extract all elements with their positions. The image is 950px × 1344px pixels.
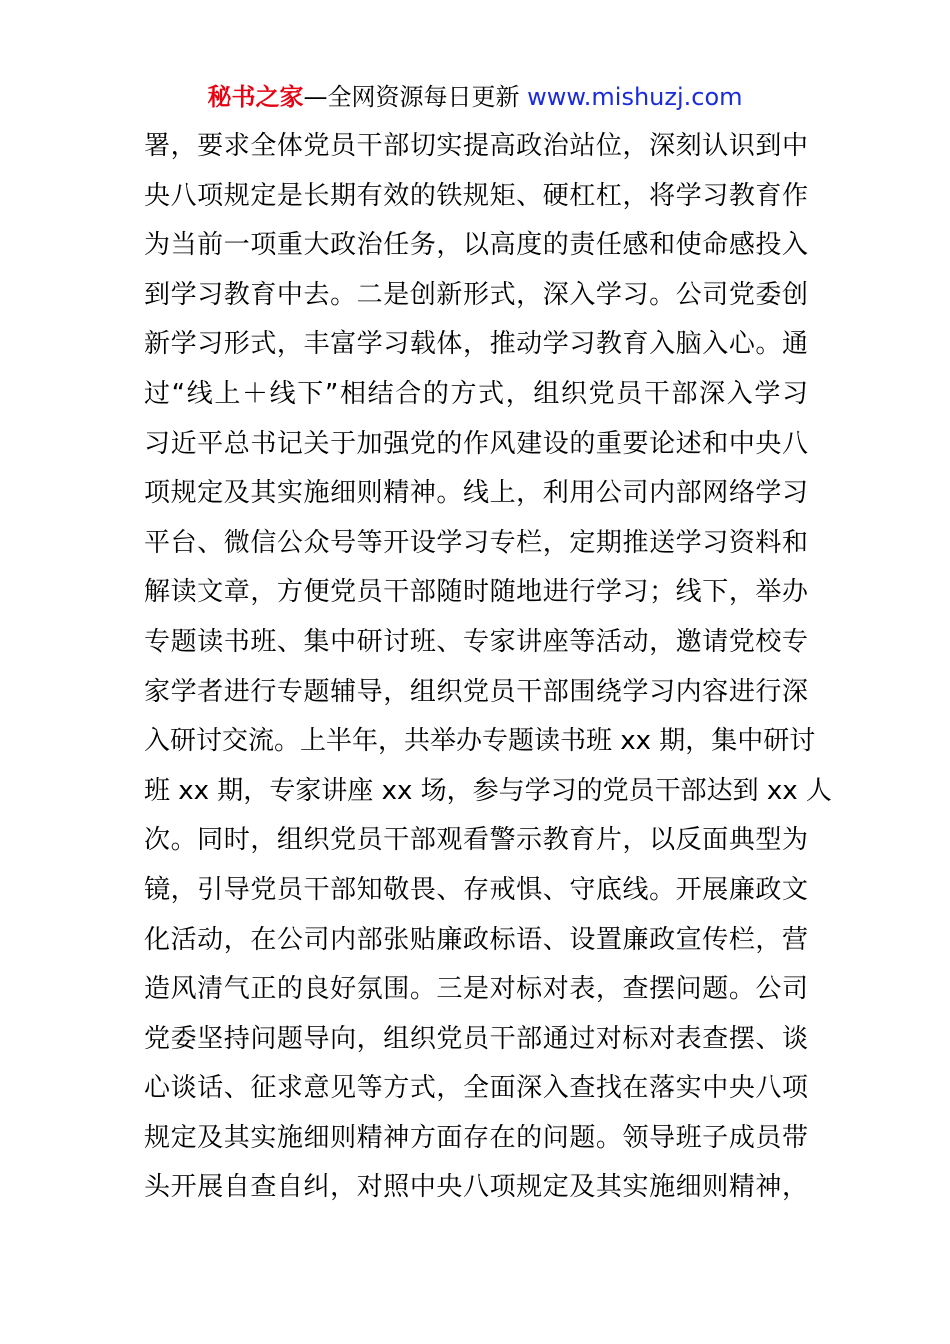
brand-name: 秘书之家	[207, 83, 304, 111]
site-header	[0, 80, 950, 114]
text-line: 专题读书班、集中研讨班、专家讲座等活动，邀请党校专	[144, 626, 808, 657]
text-line: 平台、微信公众号等开设学习专栏，定期推送学习资料和	[144, 527, 808, 558]
text-line: 造风清气正的良好氛围。三是对标对表，查摆问题。公司	[144, 974, 808, 1005]
text-line: 规定及其实施细则精神方面存在的问题。领导班子成员带	[144, 1122, 808, 1153]
text-line: 心谈话、征求意见等方式，全面深入查找在落实中央八项	[144, 1073, 808, 1104]
text-line: 镜，引导党员干部知敬畏、存戒惧、守底线。开展廉政文	[144, 874, 808, 905]
text-line: 入研讨交流。上半年，共举办专题读书班 xx 期，集中研讨	[144, 726, 816, 757]
site-url-link[interactable]: www.mishuzj.com	[527, 83, 743, 111]
text-line: 党委坚持问题导向，组织党员干部通过对标对表查摆、谈	[144, 1023, 808, 1054]
text-line: 到学习教育中去。二是创新形式，深入学习。公司党委创	[144, 279, 808, 310]
text-line: 央八项规定是长期有效的铁规矩、硬杠杠，将学习教育作	[144, 180, 808, 211]
text-line: 署，要求全体党员干部切实提高政治站位，深刻认识到中	[144, 131, 808, 161]
document-body	[144, 122, 832, 1213]
text-line: 新学习形式，丰富学习载体，推动学习教育入脑入心。通	[144, 329, 808, 360]
text-line: 班 xx 期，专家讲座 xx 场，参与学习的党员干部达到 xx 人	[144, 775, 832, 806]
text-line: 家学者进行专题辅导，组织党员干部围绕学习内容进行深	[144, 676, 808, 707]
text-line: 项规定及其实施细则精神。线上，利用公司内部网络学习	[144, 478, 808, 509]
text-line: 习近平总书记关于加强党的作风建设的重要论述和中央八	[144, 428, 808, 459]
text-line: 化活动，在公司内部张贴廉政标语、设置廉政宣传栏，营	[144, 924, 808, 955]
text-line: 解读文章，方便党员干部随时随地进行学习；线下，举办	[144, 577, 808, 608]
site-tagline: —全网资源每日更新	[303, 83, 528, 111]
text-line: 过“线上＋线下”相结合的方式，组织党员干部深入学习	[144, 378, 808, 409]
text-line: 次。同时，组织党员干部观看警示教育片，以反面典型为	[144, 825, 808, 856]
text-line: 为当前一项重大政治任务，以高度的责任感和使命感投入	[144, 230, 808, 261]
text-line: 头开展自查自纠，对照中央八项规定及其实施细则精神，	[144, 1172, 808, 1203]
